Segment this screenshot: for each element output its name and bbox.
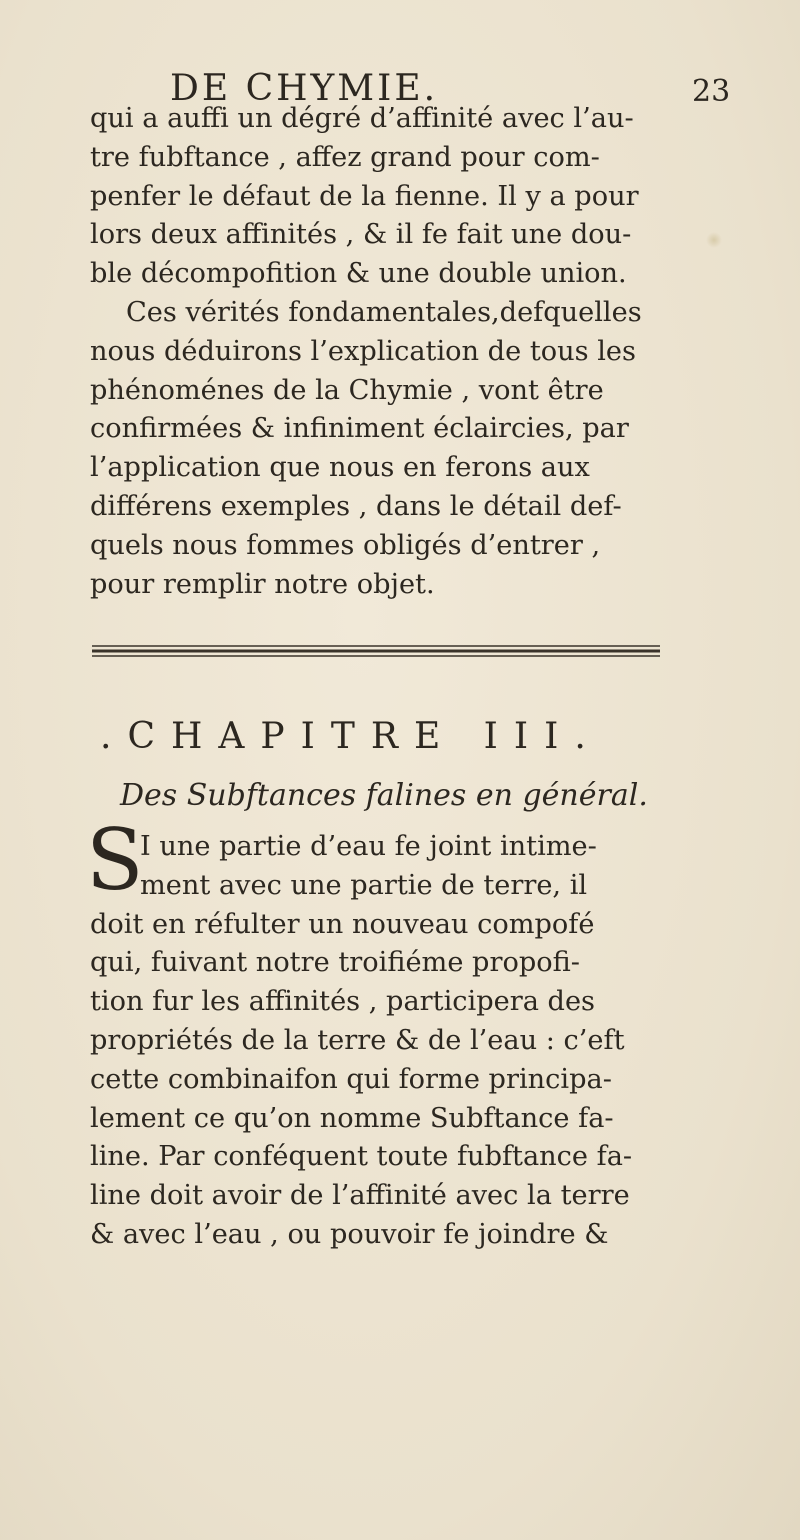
text-line: I une partie d’eau fe joint intime-: [140, 831, 597, 862]
text-line: pour remplir notre objet.: [90, 568, 435, 600]
text-line: lors deux affinités , & il fe fait une dou-: [90, 219, 632, 251]
chapter-subtitle: Des Subftances falines en général.: [120, 778, 648, 813]
text-line: penfer le défaut de la fienne. Il y a pour: [90, 180, 639, 212]
text-line: différens exemples , dans le détail def-: [90, 490, 622, 522]
paragraph-verites: [90, 294, 660, 604]
text-line: quels nous fommes obligés d’entrer ,: [90, 529, 601, 561]
running-head: DE CHYMIE.: [170, 68, 439, 109]
text-line: phénoménes de la Chymie , vont être: [90, 374, 604, 406]
text-line: nous déduirons l’explication de tous les: [90, 335, 636, 367]
chapter-title: .CHAPITRE III.: [100, 716, 602, 757]
text-line: line doit avoir de l’affinité avec la terre: [90, 1180, 630, 1212]
paragraph-continuation: [90, 100, 660, 294]
text-line: lement ce qu’on nomme Subftance fa-: [90, 1102, 614, 1134]
text-line: Ces vérités fondamentales,defquelles: [126, 297, 642, 328]
paper-stain: [706, 232, 722, 248]
text-line: cette combinaifon qui forme principa-: [90, 1063, 612, 1095]
drop-cap: S: [86, 811, 144, 909]
text-line: qui, fuivant notre troifiéme propofi-: [90, 947, 580, 979]
text-line: line. Par conféquent toute fubftance fa-: [90, 1141, 633, 1173]
text-line: l’application que nous en ferons aux: [90, 452, 590, 484]
text-line: ment avec une partie de terre, il: [140, 869, 588, 901]
text-line: tion fur les affinités , participera des: [90, 986, 595, 1018]
text-line: qui a auffi un dégré d’affinité avec l’au-: [90, 103, 634, 134]
text-line: ble décompofition & une double union.: [90, 258, 627, 290]
paragraph-chapter-opening: [90, 828, 660, 1255]
page-number: 23: [692, 74, 731, 109]
text-line: & avec l’eau , ou pouvoir fe joindre &: [90, 1218, 609, 1250]
decorative-rule: [92, 642, 660, 660]
text-line: doit en réfulter un nouveau compofé: [90, 908, 595, 940]
text-line: propriétés de la terre & de l’eau : c’eft: [90, 1024, 625, 1056]
text-line: tre fubftance , affez grand pour com-: [90, 141, 600, 173]
text-line: confirmées & infiniment éclaircies, par: [90, 413, 629, 445]
